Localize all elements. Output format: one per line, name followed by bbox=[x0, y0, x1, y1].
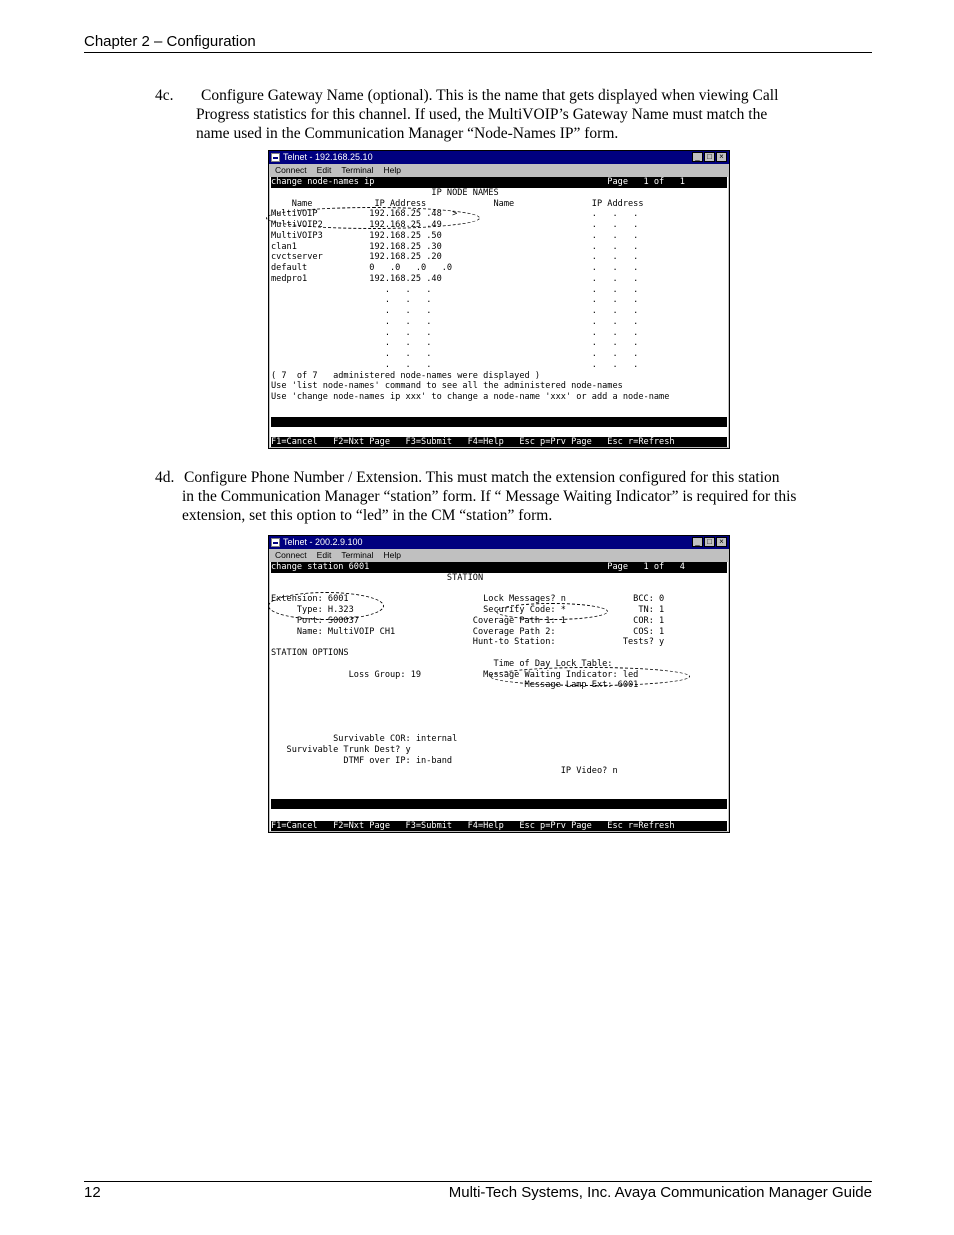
terminal-line: . . . . . . bbox=[271, 349, 639, 359]
terminal-message-bar bbox=[271, 417, 727, 427]
terminal-line: IP NODE NAMES bbox=[271, 187, 499, 198]
terminal-line: . . . . . . bbox=[271, 306, 639, 316]
terminal-message-bar bbox=[271, 799, 727, 809]
close-button[interactable]: × bbox=[716, 537, 727, 547]
terminal-line: Name IP Address Name IP Address bbox=[271, 198, 644, 209]
terminal-line: Extension: 6001 Lock Messages? n BCC: 0 bbox=[271, 594, 665, 605]
telnet-app-icon bbox=[271, 153, 280, 162]
terminal-line: . . . . . . bbox=[271, 359, 639, 370]
window-title-bar[interactable] bbox=[269, 536, 729, 549]
menu-edit[interactable]: Edit bbox=[316, 550, 332, 560]
function-key-bar[interactable]: F1=Cancel F2=Nxt Page F3=Submit F4=Help Esc p=Prv Page Esc r=Refresh bbox=[271, 821, 727, 831]
terminal-line: . . . . . . bbox=[271, 295, 639, 306]
terminal-line: default 0 .0 .0 .0 . . . bbox=[271, 263, 639, 273]
terminal-line bbox=[271, 584, 727, 595]
step-text-line-1: Configure Gateway Name (optional). This is the name that gets displayed when viewing Call bbox=[201, 87, 779, 104]
step-text-line-1: Configure Phone Number / Extension. This must match the extension configured for this station bbox=[184, 469, 780, 486]
terminal-line: Type: H.323 Security Code: * TN: 1 bbox=[271, 605, 665, 615]
footer-title: Multi-Tech Systems, Inc. Avaya Communication Manager Guide bbox=[448, 1184, 872, 1201]
step-number: 4c. bbox=[155, 87, 174, 104]
minimize-button[interactable]: _ bbox=[692, 537, 703, 547]
page-number: 12 bbox=[84, 1184, 101, 1201]
terminal-command-line: change station 6001 Page 1 of 4 bbox=[271, 562, 727, 573]
terminal-line: Name: MultiVOIP CH1 Coverage Path 2: COS: 1 bbox=[271, 626, 665, 637]
terminal-line: STATION bbox=[271, 572, 484, 583]
terminal-line: . . . . . . bbox=[271, 284, 639, 295]
terminal-line: cvctserver 192.168.25 .20 . . . bbox=[271, 252, 639, 263]
step-4c bbox=[155, 86, 875, 146]
menu-connect[interactable]: Connect bbox=[275, 550, 307, 560]
terminal-line: Survivable COR: internal bbox=[271, 734, 458, 744]
menu-terminal[interactable]: Terminal bbox=[341, 165, 374, 175]
terminal-line: . . . . . . bbox=[271, 338, 639, 349]
terminal-line: Hunt-to Station: Tests? y bbox=[271, 637, 665, 648]
menu-help[interactable]: Help bbox=[383, 165, 401, 175]
terminal-screen[interactable] bbox=[270, 562, 728, 831]
telnet-window-station bbox=[268, 535, 730, 833]
terminal-line: . . . . . . bbox=[271, 316, 639, 327]
menu-edit[interactable]: Edit bbox=[316, 165, 332, 175]
close-button[interactable]: × bbox=[716, 152, 727, 162]
terminal-line bbox=[271, 691, 727, 702]
terminal-line: Use 'list node-names' command to see all the administered node-names bbox=[271, 381, 623, 392]
maximize-button[interactable]: □ bbox=[704, 537, 715, 547]
menu-bar bbox=[269, 549, 729, 561]
step-text-line-2: Progress statistics for this channel. If used, the MultiVOIP’s Gateway Name must match the bbox=[196, 106, 768, 123]
step-4d bbox=[155, 468, 875, 528]
step-text-line-2: in the Communication Manager “station” form. If “ Message Waiting Indicator” is required for this bbox=[182, 488, 797, 505]
terminal-line: MultiVOIP3 192.168.25 .50 . . . bbox=[271, 230, 639, 241]
page-header bbox=[84, 33, 872, 53]
terminal-line: DTMF over IP: in-band bbox=[271, 755, 453, 766]
terminal-line bbox=[271, 723, 727, 734]
terminal-line: Use 'change node-names ip xxx' to change a node-name 'xxx' or add a node-name bbox=[271, 392, 670, 402]
telnet-window-node-names bbox=[268, 150, 730, 449]
terminal-line: MultiVOIP 192.168.25 .48 > . . . bbox=[271, 209, 639, 220]
terminal-line bbox=[271, 713, 727, 724]
step-text-line-3: name used in the Communication Manager “Node-Names IP” form. bbox=[196, 125, 619, 142]
terminal-line: Time of Day Lock Table: bbox=[271, 658, 613, 669]
terminal-line: IP Video? n bbox=[271, 766, 618, 777]
step-number: 4d. bbox=[155, 469, 175, 486]
terminal-line: STATION OPTIONS bbox=[271, 648, 349, 658]
step-text-line-3: extension, set this option to “led” in the CM “station” form. bbox=[182, 507, 553, 524]
window-title: Telnet - 200.2.9.100 bbox=[283, 537, 363, 547]
terminal-line: clan1 192.168.25 .30 . . . bbox=[271, 241, 639, 252]
terminal-command-line: change node-names ip Page 1 of 1 bbox=[271, 177, 727, 188]
page-footer bbox=[84, 1181, 872, 1201]
terminal-line: medpro1 192.168.25 .40 . . . bbox=[271, 273, 639, 284]
terminal-line: Loss Group: 19 Message Waiting Indicator: led bbox=[271, 669, 639, 680]
terminal-line: . . . . . . bbox=[271, 327, 639, 338]
window-title-bar[interactable] bbox=[269, 151, 729, 164]
menu-help[interactable]: Help bbox=[383, 550, 401, 560]
minimize-button[interactable]: _ bbox=[692, 152, 703, 162]
terminal-line: Message Lamp Ext: 6001 bbox=[271, 680, 639, 691]
terminal-screen[interactable] bbox=[270, 177, 728, 447]
function-key-bar[interactable]: F1=Cancel F2=Nxt Page F3=Submit F4=Help Esc p=Prv Page Esc r=Refresh bbox=[271, 437, 727, 447]
terminal-line: ( 7 of 7 administered node-names were displayed ) bbox=[271, 370, 541, 381]
terminal-line bbox=[271, 702, 727, 713]
menu-connect[interactable]: Connect bbox=[275, 165, 307, 175]
maximize-button[interactable]: □ bbox=[704, 152, 715, 162]
menu-terminal[interactable]: Terminal bbox=[341, 550, 374, 560]
terminal-line: Survivable Trunk Dest? y bbox=[271, 744, 411, 755]
chapter-title: Chapter 2 – Configuration bbox=[84, 33, 256, 50]
terminal-line: Port: S00037 Coverage Path 1: 1 COR: 1 bbox=[271, 615, 665, 626]
window-title: Telnet - 192.168.25.10 bbox=[283, 152, 373, 162]
terminal-line: MultiVOIP2 192.168.25 .49 . . . bbox=[271, 220, 639, 230]
telnet-app-icon bbox=[271, 538, 280, 547]
menu-bar bbox=[269, 164, 729, 176]
